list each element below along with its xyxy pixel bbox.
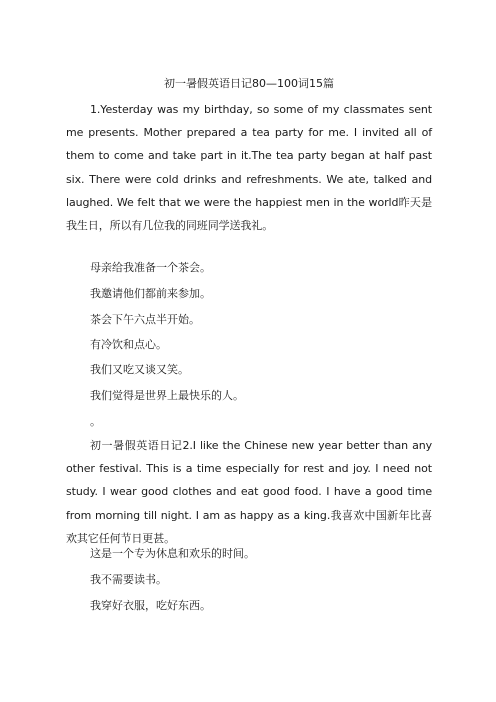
entry1-line-1: 母亲给我准备一个茶会。 xyxy=(90,261,211,274)
entry1-line-6: 我们觉得是世界上最快乐的人。 xyxy=(90,389,244,402)
entry1-line-5: 我们又吃又谈又笑。 xyxy=(90,363,189,376)
entry2-english: 2.I like the Chinese new year better than any other festival. This is a time especially for rest and joy. I need not study. I wear good clothes and eat good food. I have a good time from morning till night. I am as happy as a king. xyxy=(66,439,432,522)
entry1-paragraph xyxy=(66,98,432,237)
entry2-line-1: 这是一个专为休息和欢乐的时间。 xyxy=(90,547,255,560)
entry1-chinese: 昨天是我生日，所以有几位我的同班同学送我礼。 xyxy=(66,195,432,233)
entry2-line-3: 我穿好衣服，吃好东西。 xyxy=(90,599,211,612)
entry2-line-2: 我不需要读书。 xyxy=(90,573,167,586)
entry2-paragraph xyxy=(66,434,432,550)
entry1-line-2: 我邀请他们都前来参加。 xyxy=(90,287,211,300)
entry1-line-3: 茶会下午六点半开始。 xyxy=(90,313,200,326)
entry1-line-4: 有冷饮和点心。 xyxy=(90,338,167,351)
entry2-prefix: 初一暑假英语日记 xyxy=(90,439,183,452)
entry1-english: 1.Yesterday was my birthday, so some of my classmates sent me presents. Mother prepared a tea party for me. I invited all of them to come and take part in it.The tea party began at half past six. There were cold drinks and refreshments. We ate, talked and laughed. We felt that we were the happiest men in the world xyxy=(66,103,432,209)
entry2-chinese: 我喜欢中国新年比喜欢其它任何节日更甚。 xyxy=(66,508,432,545)
document-title: 初一暑假英语日记80—100词15篇 xyxy=(164,77,334,90)
entry1-line-7: 。 xyxy=(90,415,101,428)
